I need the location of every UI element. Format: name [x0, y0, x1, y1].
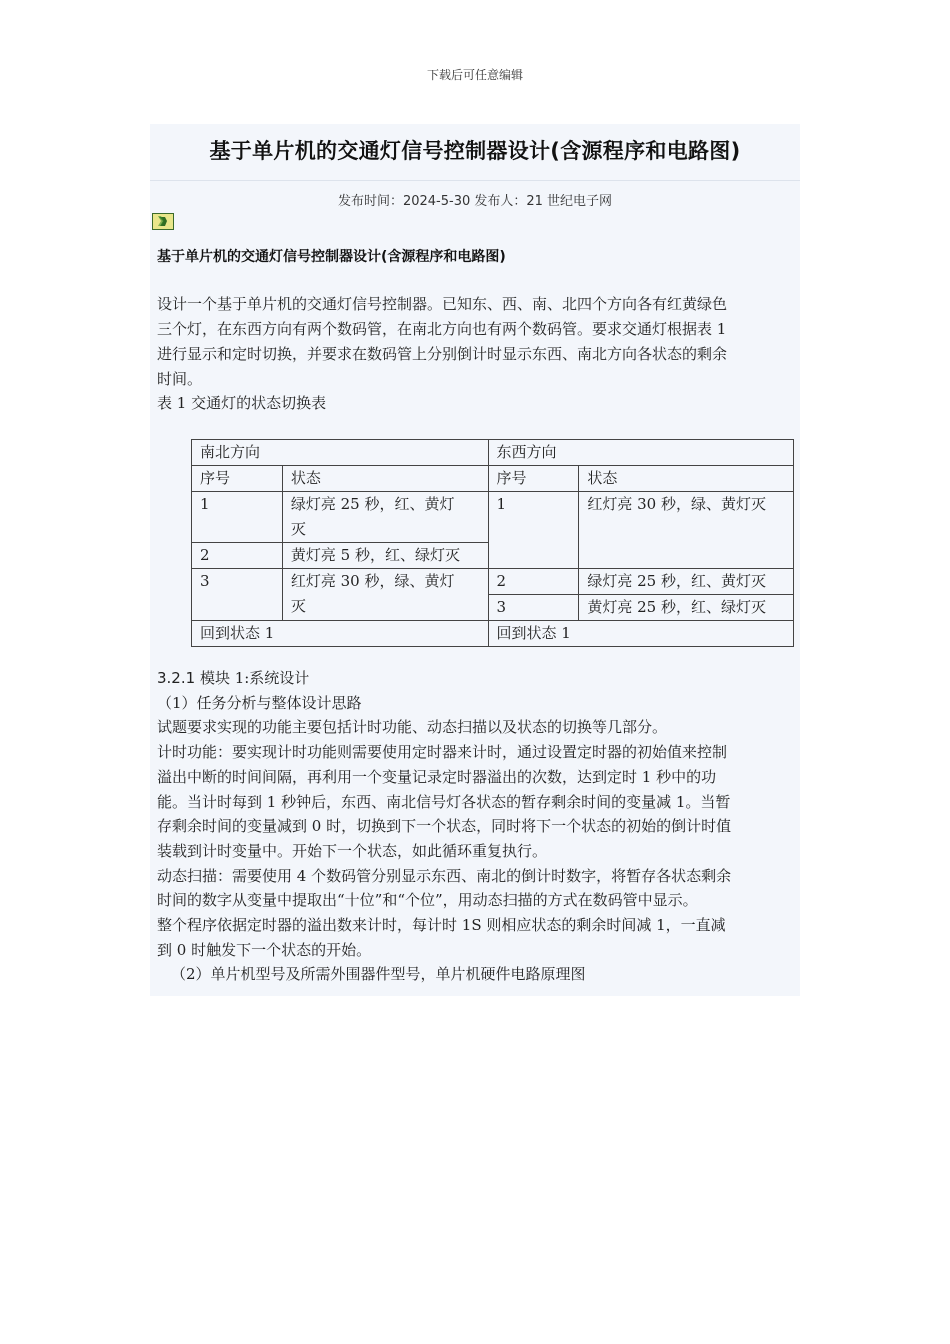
timer-line: 存剩余时间的变量减到 0 时，切换到下一个状态，同时将下一个状态的初始的倒计时值 [157, 817, 732, 836]
ns-col-state: 状态 [282, 466, 488, 492]
section-heading-number: 3.2.1 [157, 669, 196, 687]
section-line: 试题要求实现的功能主要包括计时功能、动态扫描以及状态的切换等几部分。 [157, 718, 668, 737]
meta-time-value: 2024-5-30 [402, 194, 471, 209]
timer-line: 计时功能：要实现计时功能则需要使用定时器来计时，通过设置定时器的初始值来控制 [157, 743, 728, 762]
module-section [157, 666, 797, 987]
ns-no-cell: 1 [192, 492, 283, 543]
article-title: 基于单片机的交通灯信号控制器设计(含源程序和电路图) [150, 124, 800, 181]
ns-no-cell: 2 [192, 543, 283, 569]
table-row [192, 492, 794, 543]
ew-col-no: 序号 [488, 466, 579, 492]
subsection-2: （2）单片机型号及所需外围器件型号，单片机硬件电路原理图 [171, 965, 586, 984]
table-row [192, 466, 794, 492]
ns-state-text: 灭 [290, 597, 306, 615]
meta-author-label: 发布人： [470, 194, 527, 209]
ew-no-cell: 3 [488, 595, 579, 621]
ew-state-cell: 绿灯亮 25 秒，红、黄灯灭 [579, 569, 794, 595]
table-row [192, 569, 794, 595]
ns-header-cell: 南北方向 [192, 440, 489, 466]
document-arrow-icon[interactable] [152, 213, 174, 230]
ew-header-cell: 东西方向 [488, 440, 794, 466]
ew-state-cell: 黄灯亮 25 秒，红、绿灯灭 [579, 595, 794, 621]
meta-author-value: 21 [526, 194, 543, 209]
ns-state-cell [282, 569, 488, 621]
table-row [192, 621, 794, 647]
scan-line: 时间的数字从变量中提取出“十位”和“个位”，用动态扫描的方式在数码管中显示。 [157, 891, 698, 910]
scan-line: 到 0 时触发下一个状态的开始。 [157, 940, 372, 959]
meta-author-rest: 世纪电子网 [542, 194, 613, 209]
scan-line: 整个程序依据定时器的溢出数来计时，每计时 1S 则相应状态的剩余时间减 1，一直减 [157, 916, 726, 935]
state-switch-table [191, 439, 794, 647]
ns-state-text: 绿灯亮 25 秒，红、黄灯 [290, 495, 455, 513]
article-subheading: 基于单片机的交通灯信号控制器设计(含源程序和电路图) [157, 249, 506, 265]
section-heading [157, 666, 797, 691]
ns-no-cell: 3 [192, 569, 283, 621]
meta-time-label: 发布时间： [337, 194, 403, 209]
intro-paragraph [157, 292, 797, 392]
ns-state-cell: 黄灯亮 5 秒，红、绿灯灭 [282, 543, 488, 569]
intro-line: 进行显示和定时切换，并要求在数码管上分别倒计时显示东西、南北方向各状态的剩余 [157, 345, 728, 363]
intro-line: 三个灯，在东西方向有两个数码管，在南北方向也有两个数码管。要求交通灯根据表 1 [157, 320, 727, 338]
timer-line: 装载到计时变量中。开始下一个状态，如此循环重复执行。 [157, 841, 548, 860]
article-meta [150, 190, 800, 209]
table-row [192, 440, 794, 466]
subsection-1: （1）任务分析与整体设计思路 [157, 693, 362, 712]
ns-state-text: 灭 [290, 520, 306, 538]
intro-line: 设计一个基于单片机的交通灯信号控制器。已知东、西、南、北四个方向各有红黄绿色 [157, 295, 728, 313]
timer-line: 能。当计时每到 1 秒钟后，东西、南北信号灯各状态的暂存剩余时间的变量减 1。当暂 [157, 792, 731, 811]
ew-col-state: 状态 [579, 466, 794, 492]
ns-state-cell [282, 492, 488, 543]
ns-state-text: 红灯亮 30 秒，绿、黄灯 [290, 572, 455, 590]
header-note: 下载后可任意编辑 [426, 68, 523, 82]
ew-state-cell: 红灯亮 30 秒，绿、黄灯灭 [579, 492, 794, 569]
table-caption: 表 1 交通灯的状态切换表 [157, 394, 327, 412]
article-panel [150, 124, 800, 996]
timer-line: 溢出中断的时间间隔，再利用一个变量记录定时器溢出的次数，达到定时 1 秒中的功 [157, 767, 717, 786]
ns-footer-cell: 回到状态 1 [192, 621, 489, 647]
scan-line: 动态扫描：需要使用 4 个数码管分别显示东西、南北的倒计时数字，将暂存各状态剩余 [157, 866, 732, 885]
ns-col-no: 序号 [192, 466, 283, 492]
ew-no-cell: 1 [488, 492, 579, 569]
section-heading-text: 模块 1:系统设计 [195, 669, 310, 687]
ew-footer-cell: 回到状态 1 [488, 621, 794, 647]
intro-line: 时间。 [157, 370, 203, 388]
ew-no-cell: 2 [488, 569, 579, 595]
